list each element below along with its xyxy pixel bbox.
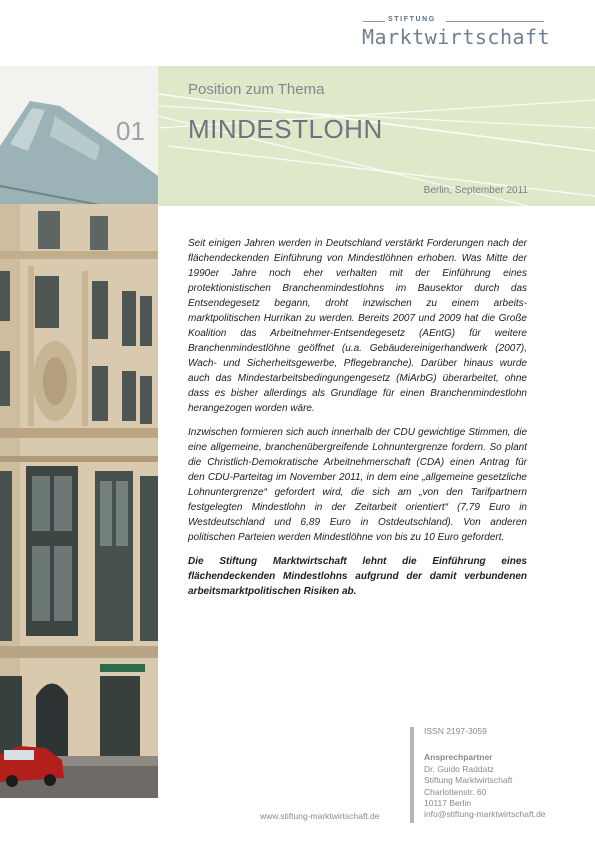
logo [360, 14, 550, 54]
website-link[interactable]: www.stiftung-marktwirtschaft.de [260, 811, 380, 821]
building-photo [0, 66, 158, 798]
logo-top-text: STIFTUNG [388, 16, 436, 23]
paragraph-1: Seit einigen Jahren werden in Deutschland verstärkt Forderungen nach der flächendeckenden Einführung von Mindestlöhnen erhoben. Was Mitte der 1990er Jahre noch eher verhalten mit der Einführung eines protektionistischen Branchenmindestlohns im Bausektor durch das Entsendegesetz begann, droht inzwischen zu einem arbeits-marktpolitischen Hurrikan zu werden. Bereits 2007 und 2009 hat die Große Koalition das Arbeitnehmer-Entsendegesetz (AEntG) für weitere Branchenmindestlöhne geöffnet (u.a. Gebäudereinigerhandwerk (2007), Wach- und Sicherheitsgewerbe, Pflegebranche). Darüber hinaus wurde auch das Mindestarbeitsbedingungengesetz (MiArbG) überarbeitet, ohne dass es bisher allerdings als Grundlage für einen Branchenmindestlohn herangezogen worden wäre. [188, 238, 527, 414]
contact-heading: Ansprechpartner [424, 752, 493, 763]
page-title: MINDESTLOHN [188, 114, 383, 144]
paragraph-2: Inzwischen formieren sich auch innerhalb der CDU gewichtige Stimmen, die eine allgemeine, branchenübergreifende Lohnuntergrenze fordern. So plant die Christlich-Demokratische Arbeitnehmerschaft (CDA) einen Antrag für den CDU-Parteitag im November 2011, in dem eine „allgemeine gesetzliche Lohnuntergrenze“ gefordert wird, die sich am „von den Tarifpartnern festgelegten Mindestlohn in der Zeitarbeit orientiert“ (7,79 Euro in Westdeutschland und 6,89 Euro in Ostdeutschland). Von anderen politischen Parteien werden Mindestlöhne von bis zu 10 Euro gefordert. [188, 427, 527, 543]
conclusion-paragraph: Die Stiftung Marktwirtschaft lehnt die Einführung eines flächendeckenden Mindestlohns aufgrund der damit verbundenen arbeitsmarktpolitischen Risiken ab. [188, 556, 527, 597]
contact-name: Dr. Guido Raddatz [424, 763, 494, 774]
logo-rule-right [446, 21, 544, 22]
contact-email[interactable]: info@stiftung-marktwirtschaft.de [424, 809, 546, 820]
header-subtitle: Position zum Thema [188, 81, 325, 98]
contact-block [424, 726, 546, 821]
logo-rule-left [363, 21, 385, 22]
issue-number: 01 [116, 116, 145, 146]
header-band [158, 66, 595, 206]
publication-date: Berlin, September 2011 [423, 185, 528, 196]
issn: ISSN 2197-3059 [424, 726, 487, 736]
body-text [188, 236, 527, 608]
contact-street: Charlottenstr. 60 [424, 786, 487, 797]
contact-city: 10117 Berlin [424, 798, 472, 809]
logo-main-text: Marktwirtschaft [362, 25, 551, 49]
contact-divider [410, 727, 414, 823]
contact-org: Stiftung Marktwirtschaft [424, 775, 513, 786]
